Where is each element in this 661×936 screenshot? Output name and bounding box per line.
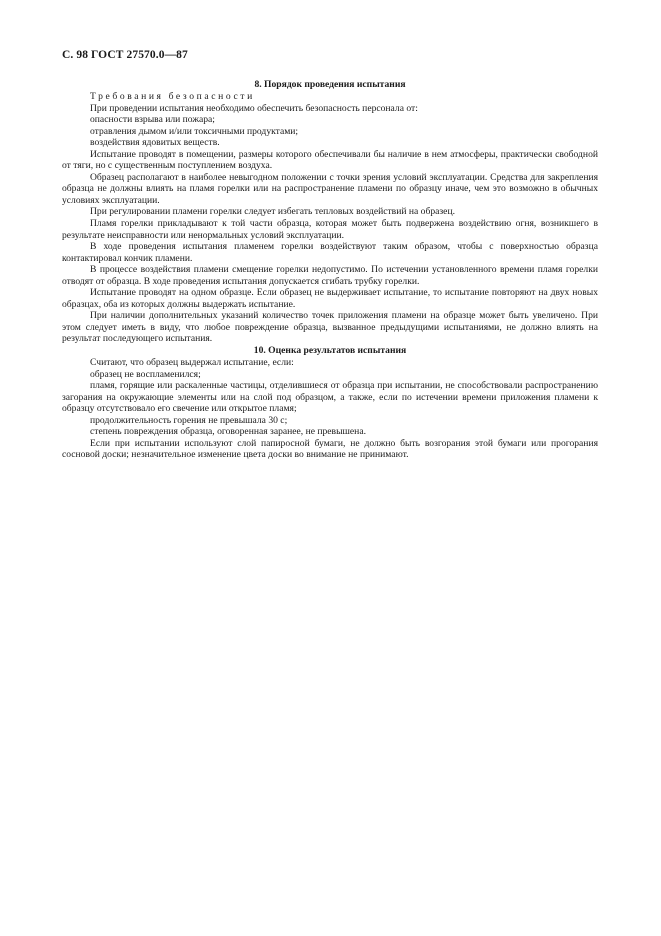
- s8-paragraph-2: опасности взрыва или пожара;: [90, 114, 215, 126]
- s10-paragraph-4: продолжительность горения не превышала 30 с;: [90, 414, 288, 426]
- safety-requirements-heading: Требования безопасности: [90, 91, 255, 102]
- s8-paragraph-4: воздействия ядовитых веществ.: [90, 137, 220, 149]
- section-10-title: 10. Оценка результатов испытания: [253, 345, 407, 357]
- s10-paragraph-6: Если при испытании используют слой папиросной бумаги, не должно быть возгорания этой бумаги или прогорания сосновой доски; незначительное изменение цвета доски во внимание не принимают.: [62, 437, 598, 461]
- s10-paragraph-1: Считают, что образец выдержал испытание, если:: [90, 357, 294, 369]
- s10-paragraph-5: степень повреждения образца, оговоренная заранее, не превышена.: [90, 426, 366, 438]
- s10-paragraph-3: пламя, горящие или раскаленные частицы, отделившиеся от образца при испытании, не способствовали распространению загорания на окружающие элементы или на слой под образцом, а также, если по истечении времени приложения пламени к образцу отсутствовало его свечение или открытое пламя;: [62, 380, 598, 415]
- section-8-title: 8. Порядок проведения испытания: [254, 79, 406, 90]
- s8-paragraph-1: При проведении испытания необходимо обеспечить безопасность персонала от:: [90, 102, 418, 114]
- s10-paragraph-2: образец не воспламенился;: [90, 368, 201, 380]
- s8-paragraph-8: Пламя горелки прикладывают к той части образца, которая может быть подвержена воздействию огня, возникшего в результате неисправности или ненормальных условий эксплуатации.: [62, 218, 598, 241]
- s8-paragraph-9: В ходе проведения испытания пламенем горелки воздействуют таким образом, чтобы с поверхностью образца контактировал кончик пламени.: [62, 241, 598, 264]
- s8-paragraph-11: Испытание проводят на одном образце. Если образец не выдерживает испытание, то испытание повторяют на двух новых образцах, оба из которых должны выдержать испытание.: [62, 287, 598, 310]
- s8-paragraph-3: отравления дымом и/или токсичными продуктами;: [90, 125, 299, 137]
- s8-paragraph-6: Образец располагают в наиболее невыгодном положении с точки зрения условий эксплуатации. Средства для закрепления образца не должны влиять на пламя горелки или на распространение пламени по образцу иначе, чем это возможно в обычных условиях эксплуатации.: [62, 171, 598, 206]
- running-header: С. 98 ГОСТ 27570.0—87: [62, 49, 188, 61]
- s8-paragraph-10: В процессе воздействия пламени смещение горелки недопустимо. По истечении установленного времени пламя горелки отводят от образца. В ходе проведения испытания допускается сгибать трубку горелки.: [62, 264, 598, 287]
- s8-paragraph-5: Испытание проводят в помещении, размеры которого обеспечивали бы наличие в нем атмосферы, практически свободной от тяги, но с существенным поступлением воздуха.: [62, 148, 598, 172]
- page-content: [62, 79, 598, 461]
- s8-paragraph-12: При наличии дополнительных указаний количество точек приложения пламени на образце может быть увеличено. При этом следует иметь в виду, что любое повреждение образца, вызванное предыдущими испытаниями, не должно влиять на результат последующего испытания.: [62, 310, 598, 345]
- s8-paragraph-7: При регулировании пламени горелки следует избегать тепловых воздействий на образец.: [90, 206, 455, 218]
